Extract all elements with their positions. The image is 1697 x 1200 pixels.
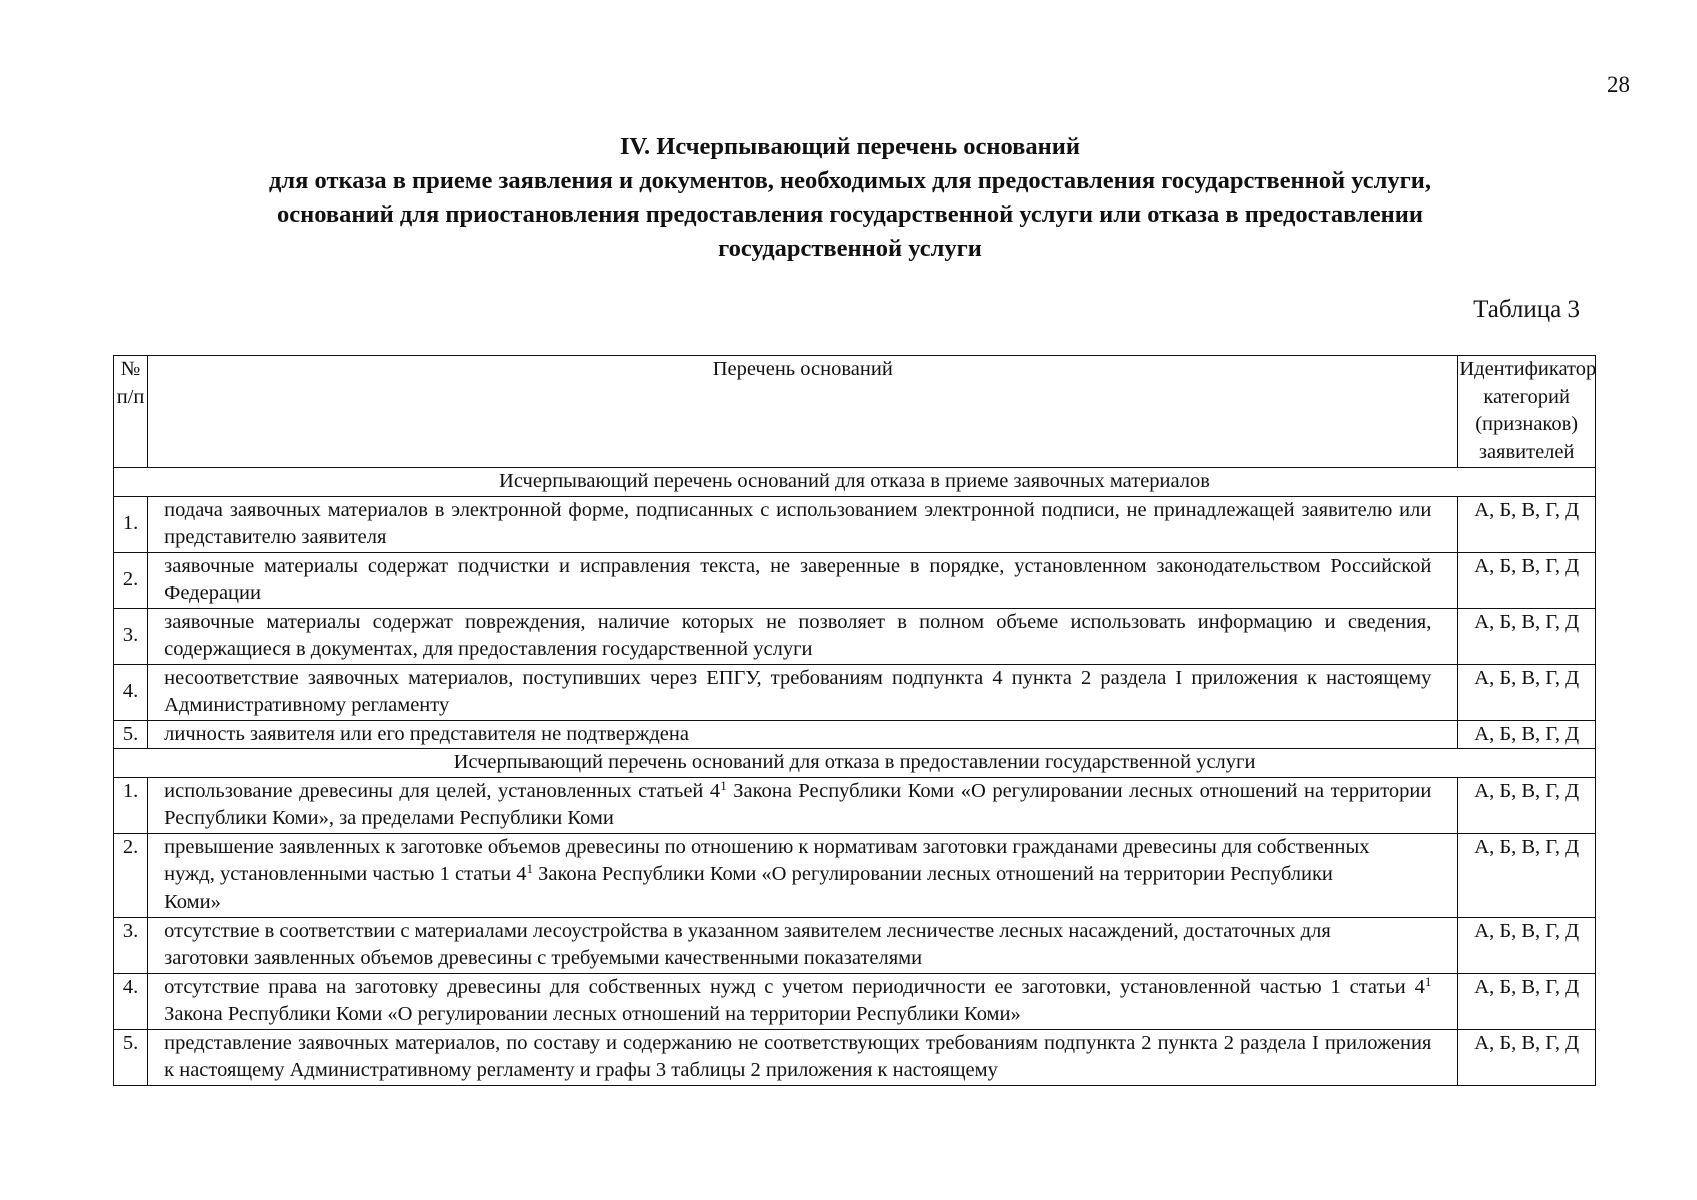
row-text: превышение заявленных к заготовке объемов древесины по отношению к нормативам заготовки гражданами древесины для собственных нужд, установленными частью 1 статьи $4^1$ Закона Республики Коми «О регулировании лесных отношений на территории Республики Коми» <box>148 833 1458 917</box>
section-heading <box>110 130 1590 266</box>
heading-line-1: IV. Исчерпывающий перечень оснований <box>619 133 1081 160</box>
header-num: № п/п <box>114 356 148 468</box>
section-title-row <box>114 749 1596 778</box>
heading-line-2: для отказа в приеме заявления и документов, необходимых для предоставления государственной услуги, <box>269 167 1431 194</box>
row-identifiers: А, Б, В, Г, Д <box>1458 720 1596 749</box>
row-text: заявочные материалы содержат повреждения, наличие которых не позволяет в полном объеме использовать информацию и сведения, содержащиеся в документах, для предоставления государственной услуги <box>148 608 1458 664</box>
row-identifiers: А, Б, В, Г, Д <box>1458 917 1596 973</box>
row-identifiers: А, Б, В, Г, Д <box>1458 777 1596 833</box>
table-row <box>114 917 1596 973</box>
row-number: 3. <box>114 608 148 664</box>
row-identifiers: А, Б, В, Г, Д <box>1458 496 1596 552</box>
table-header-row <box>114 356 1596 468</box>
row-number: 4. <box>114 664 148 720</box>
row-identifiers: А, Б, В, Г, Д <box>1458 608 1596 664</box>
row-number: 2. <box>114 833 148 917</box>
section-title: Исчерпывающий перечень оснований для отказа в предоставлении государственной услуги <box>114 749 1596 778</box>
row-text: отсутствие в соответствии с материалами лесоустройства в указанном заявителем лесничестве лесных насаждений, достаточных для заготовки заявленных объемов древесины с требуемыми качественными показателями <box>148 917 1458 973</box>
row-number: 5. <box>114 720 148 749</box>
row-number: 3. <box>114 917 148 973</box>
row-identifiers: А, Б, В, Г, Д <box>1458 664 1596 720</box>
table-row <box>114 973 1596 1029</box>
row-identifiers: А, Б, В, Г, Д <box>1458 1029 1596 1085</box>
table-row <box>114 777 1596 833</box>
row-number: 2. <box>114 552 148 608</box>
section-title: Исчерпывающий перечень оснований для отказа в приеме заявочных материалов <box>114 468 1596 497</box>
heading-line-4: государственной услуги <box>718 235 982 262</box>
row-text: представление заявочных материалов, по составу и содержанию не соответствующих требованиям подпункта 2 пункта 2 раздела I приложения к настоящему Административному регламенту и графы 3 таблицы 2 приложения к настоящему <box>148 1029 1458 1085</box>
table-row <box>114 608 1596 664</box>
row-text: использование древесины для целей, установленных статьей $4^1$ Закона Республики Коми «О регулировании лесных отношений на территории Республики Коми», за пределами Республики Коми <box>148 777 1458 833</box>
row-number: 1. <box>114 777 148 833</box>
reasons-table <box>113 355 1596 1086</box>
table-row <box>114 496 1596 552</box>
row-number: 1. <box>114 496 148 552</box>
row-text: заявочные материалы содержат подчистки и исправления текста, не заверенные в порядке, установленном законодательством Российской Федерации <box>148 552 1458 608</box>
row-identifiers: А, Б, В, Г, Д <box>1458 552 1596 608</box>
page-number: 28 <box>1607 72 1630 97</box>
row-number: 4. <box>114 973 148 1029</box>
table-row <box>114 720 1596 749</box>
row-identifiers: А, Б, В, Г, Д <box>1458 833 1596 917</box>
table-row <box>114 1029 1596 1085</box>
row-number: 5. <box>114 1029 148 1085</box>
table-row <box>114 552 1596 608</box>
row-identifiers: А, Б, В, Г, Д <box>1458 973 1596 1029</box>
row-text: подача заявочных материалов в электронной форме, подписанных с использованием электронной подписи, не принадлежащей заявителю или представителю заявителя <box>148 496 1458 552</box>
header-identifier: Идентификатор категорий (признаков) заявителей <box>1458 356 1596 468</box>
table-row <box>114 833 1596 917</box>
table-caption: Таблица 3 <box>1473 296 1580 323</box>
row-text: личность заявителя или его представителя не подтверждена <box>148 720 1458 749</box>
row-text: несоответствие заявочных материалов, поступивших через ЕПГУ, требованиям подпункта 4 пункта 2 раздела I приложения к настоящему Административному регламенту <box>148 664 1458 720</box>
heading-line-3: оснований для приостановления предоставления государственной услуги или отказа в предоставлении <box>276 201 1424 228</box>
section-title-row <box>114 468 1596 497</box>
header-reasons: Перечень оснований <box>148 356 1458 468</box>
row-text: отсутствие права на заготовку древесины для собственных нужд с учетом периодичности ее заготовки, установленной частью 1 статьи $4^1$ Закона Республики Коми «О регулировании лесных отношений на территории Республики Коми» <box>148 973 1458 1029</box>
table-row <box>114 664 1596 720</box>
